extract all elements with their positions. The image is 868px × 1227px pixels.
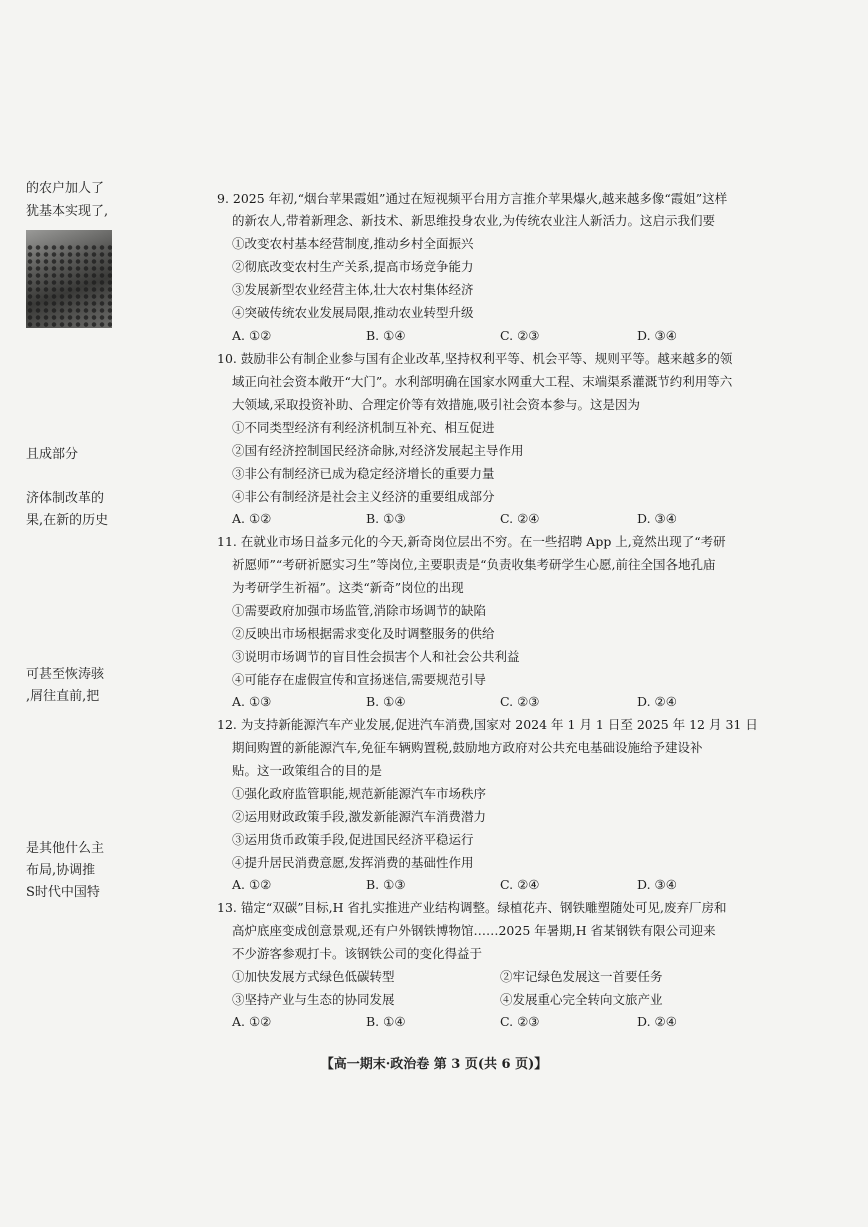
question-item: ②反映出市场根据需求变化及时调整服务的供给: [232, 626, 495, 641]
question-stem: 的新农人,带着新理念、新技术、新思维投身农业,为传统农业注人新活力。这启示我们要: [232, 213, 715, 228]
option-a: A. ①②: [232, 1014, 272, 1029]
question-stem: 10. 鼓励非公有制企业参与国有企业改革,坚持权利平等、机会平等、规则平等。越来越多的领: [217, 351, 733, 366]
question-stem: 期间购置的新能源汽车,免征车辆购置税,鼓励地方政府对公共充电基础设施给予建设补: [232, 740, 703, 755]
option-d: D. ②④: [637, 694, 677, 709]
question-stem: 大领域,采取投资补助、合理定价等有效措施,吸引社会资本参与。这是因为: [232, 397, 640, 412]
question-stem: 贴。这一政策组合的目的是: [232, 763, 383, 778]
question-item: ①强化政府监管职能,规范新能源汽车市场秩序: [232, 786, 486, 801]
option-b: B. ①③: [366, 877, 406, 892]
question-item: ②彻底改变农村生产关系,提高市场竞争能力: [232, 259, 474, 274]
question-item: ①不同类型经济有利经济机制互补充、相互促进: [232, 420, 495, 435]
answer-options: [232, 508, 832, 530]
question-item: ④提升居民消费意愿,发挥消费的基础性作用: [232, 855, 474, 870]
option-a: A. ①③: [232, 694, 272, 709]
question-stem: 高炉底座变成创意景观,还有户外钢铁博物馆……2025 年暑期,H 省某钢铁有限公司迎来: [232, 923, 716, 938]
margin-line: 是其他什么主: [26, 841, 105, 856]
option-b: B. ①④: [366, 328, 406, 343]
question-item: ②运用财政政策手段,激发新能源汽车消费潜力: [232, 809, 486, 824]
option-c: C. ②④: [500, 511, 540, 526]
question-item: ③坚持产业与生态的协同发展: [232, 992, 395, 1007]
option-d: D. ③④: [637, 877, 677, 892]
question-stem: 域正向社会资本敞开“大门”。水利部明确在国家水网重大工程、末端渠系灌溉节约利用等六: [232, 374, 733, 389]
question-item: ②牢记绿色发展这一首要任务: [500, 969, 663, 984]
option-c: C. ②④: [500, 877, 540, 892]
question-item: ①加快发展方式绿色低碳转型: [232, 969, 395, 984]
option-a: A. ①②: [232, 877, 272, 892]
margin-line: 的农户加人了: [26, 181, 105, 196]
margin-line: 可甚至恢涛骇: [26, 667, 105, 682]
answer-options: [232, 1011, 832, 1033]
question-stem: 11. 在就业市场日益多元化的今天,新奇岗位层出不穷。在一些招聘 App 上,竟然出现了“考研: [217, 534, 726, 549]
option-d: D. ②④: [637, 1014, 677, 1029]
question-item: ④可能存在虚假宣传和宣扬迷信,需要规范引导: [232, 672, 486, 687]
question-item: ②国有经济控制国民经济命脉,对经济发展起主导作用: [232, 443, 524, 458]
margin-line: 济体制改革的: [26, 491, 105, 506]
margin-line: 布局,协调推: [26, 863, 96, 878]
option-b: B. ①④: [366, 694, 406, 709]
question-stem: 13. 锚定“双碳”目标,H 省扎实推进产业结构调整。绿植花卉、钢铁雕塑随处可见,废弃厂房和: [217, 900, 727, 915]
answer-options: [232, 691, 832, 713]
question-stem: 12. 为支持新能源汽车产业发展,促进汽车消费,国家对 2024 年 1 月 1 日至 2025 年 12 月 31 日: [217, 717, 758, 732]
margin-line: 果,在新的历史: [26, 513, 109, 528]
page-footer: 【高一期末·政治卷 第 3 页(共 6 页)】: [320, 1057, 548, 1072]
option-c: C. ②③: [500, 694, 540, 709]
margin-line: 犹基本实现了,: [26, 204, 109, 219]
answer-options: [232, 874, 832, 896]
option-c: C. ②③: [500, 1014, 540, 1029]
question-item: ①改变农村基本经营制度,推动乡村全面振兴: [232, 236, 474, 251]
question-stem: 不少游客参观打卡。该钢铁公司的变化得益于: [232, 946, 483, 961]
margin-line: ,屑往直前,把: [26, 689, 100, 704]
margin-line: 且成部分: [26, 447, 79, 462]
question-item: ①需要政府加强市场监管,消除市场调节的缺陷: [232, 603, 486, 618]
option-c: C. ②③: [500, 328, 540, 343]
farm-photo: [26, 230, 112, 328]
option-b: B. ①④: [366, 1014, 406, 1029]
option-a: A. ①②: [232, 511, 272, 526]
question-item: ③运用货币政策手段,促进国民经济平稳运行: [232, 832, 474, 847]
question-item: ③非公有制经济已成为稳定经济增长的重要力量: [232, 466, 495, 481]
option-d: D. ③④: [637, 328, 677, 343]
question-item: ④非公有制经济是社会主义经济的重要组成部分: [232, 489, 495, 504]
option-a: A. ①②: [232, 328, 272, 343]
answer-options: [232, 325, 832, 347]
question-item: ④发展重心完全转向文旅产业: [500, 992, 663, 1007]
margin-line: S时代中国特: [26, 885, 100, 900]
question-stem: 为考研学生祈福”。这类“新奇”岗位的出现: [232, 580, 464, 595]
question-item: ③发展新型农业经营主体,壮大农村集体经济: [232, 282, 474, 297]
question-stem: 祈愿师”“考研祈愿实习生”等岗位,主要职责是“负责收集考研学生心愿,前往全国各地孔庙: [232, 557, 716, 572]
question-item: ③说明市场调节的盲目性会损害个人和社会公共利益: [232, 649, 520, 664]
question-item: ④突破传统农业发展局限,推动农业转型升级: [232, 305, 474, 320]
question-stem: 9. 2025 年初,“烟台苹果霞姐”通过在短视频平台用方言推介苹果爆火,越来越多像“霞姐”这样: [217, 191, 728, 206]
option-b: B. ①③: [366, 511, 406, 526]
option-d: D. ③④: [637, 511, 677, 526]
